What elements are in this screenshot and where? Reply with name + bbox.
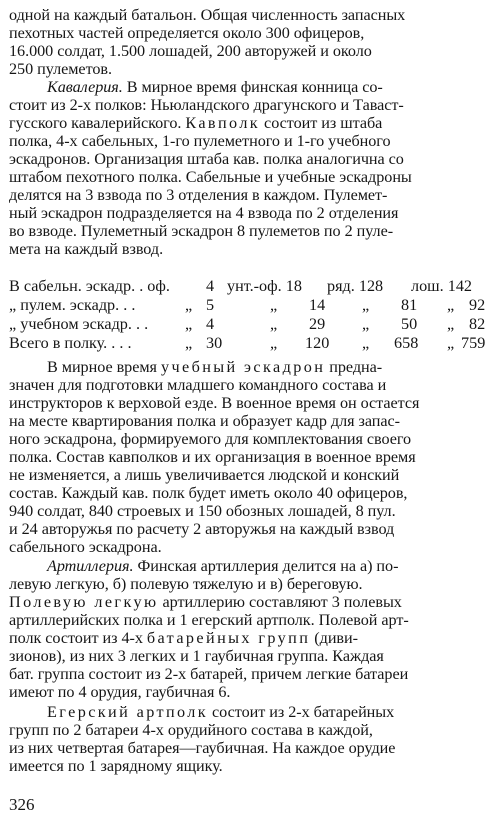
text-line: 250 пулеметов. (9, 60, 113, 78)
table-cell: 82 (469, 315, 486, 333)
text-line: бат. группа состоит из 2-х батарей, причем легкие батареи (9, 665, 409, 683)
table-cell: 30 (206, 334, 223, 352)
text-line: на месте квартирования полка и образует кадр для запас- (9, 412, 400, 430)
emphasis-spaced: батарейных групп (146, 629, 311, 647)
text-line: 940 солдат, 840 строевых и 150 обозных лошадей, 8 пул. (9, 502, 396, 520)
table-cell: „ (270, 334, 278, 352)
text-line: одной на каждый батальон. Общая численность запасных (9, 6, 406, 24)
text-line: и 24 авторужья по расчету 2 авторужья на каждый взвод (9, 520, 395, 538)
text-run: В мирное время финская конница со- (122, 78, 383, 96)
text-run: предна- (325, 358, 383, 376)
table-cell: „ (362, 315, 370, 333)
text-run: полк состоит из 4-х (9, 629, 147, 647)
table-cell: 658 (394, 334, 419, 352)
text-line: состав. Каждый кав. полк будет иметь около 40 офицеров, (9, 484, 408, 502)
text-line: стоит из 2-х полков: Ньюландского драгунского и Таваст- (9, 96, 404, 114)
text-line: делятся на 3 взвода по 3 отделения в каждом. Пулемет- (9, 186, 388, 204)
table-cell: „ (270, 296, 278, 314)
table-cell: 14 (309, 296, 326, 314)
table-cell: 50 (401, 315, 418, 333)
table-cell: 4 (206, 277, 215, 295)
text-line: значен для подготовки младшего командного состава и (9, 376, 387, 394)
emphasis-spaced: Полевую легкую (9, 593, 159, 611)
text-run: Финская артиллерия делится на а) по- (133, 557, 399, 575)
text-line: имеется по 1 зарядному ящику. (9, 757, 223, 775)
text-line: штабом пехотного полка. Сабельные и учебные эскадроны (9, 168, 412, 186)
table-cell: „ учебном эскадр. . . (9, 315, 149, 333)
text-line: полка. Состав кавполков и их организация в военное время (9, 448, 416, 466)
text-run: состоит из штаба (260, 114, 383, 132)
text-line: 16.000 солдат, 1.500 лошадей, 200 авторужей и около (9, 42, 372, 60)
table-cell: лош. 142 (411, 277, 473, 295)
text-line: мета на каждый взвод. (9, 240, 164, 258)
text-line: имеют по 4 орудия, гаубичная 6. (9, 683, 231, 701)
text-line: во взводе. Пулеметный эскадрон 8 пулеметов по 2 пуле- (9, 222, 394, 240)
text-line: левую легкую, б) полевую тяжелую и в) береговую. (9, 575, 363, 593)
text-line: зионов), из них 3 легких и 1 гаубичная группа. Каждая (9, 647, 384, 665)
emphasis-spaced: Егерский артполк (47, 703, 209, 721)
text-run: (диви- (310, 629, 358, 647)
table-cell: 5 (206, 296, 215, 314)
text-run: В мирное время (47, 358, 161, 376)
table-cell: 4 (206, 315, 215, 333)
text-run: гусского кавалерийского. (9, 114, 186, 132)
text-line: эскадронов. Организация штаба кав. полка аналогична со (9, 150, 404, 168)
artillery-heading-line (47, 557, 491, 575)
text-line (9, 114, 483, 132)
page-number: 326 (9, 795, 35, 814)
text-line: полка, 4-х сабельных, 1-го пулеметного и 1-го учебного (9, 132, 391, 150)
table-cell: Всего в полку. . . . (9, 334, 132, 352)
table-cell: 92 (469, 296, 486, 314)
text-line: инструкторов к верховой езде. В военное время он остается (9, 394, 420, 412)
table-cell: „ (447, 334, 455, 352)
table-cell: 120 (305, 334, 330, 352)
cavalry-heading-line (47, 78, 491, 96)
text-run: артиллерию составляют 3 полевых (158, 593, 402, 611)
text-line: не изменяется, а лишь увеличивается людской и конский (9, 466, 400, 484)
text-line (47, 703, 491, 721)
table-cell: 759 (461, 334, 486, 352)
text-line: ного эскадрона, формируемого для комплектования своего (9, 430, 412, 448)
table-cell: „ (447, 315, 455, 333)
text-line (47, 358, 491, 376)
table-cell: 81 (401, 296, 418, 314)
table-row (9, 296, 485, 314)
section-heading-cavalry: Кавалерия. (47, 78, 123, 96)
text-line: ный эскадрон подразделяется на 4 взвода по 2 отделения (9, 204, 399, 222)
emphasis-spaced: Кавполк (185, 114, 261, 132)
text-line: пехотных частей определяется около 300 офицеров, (9, 24, 365, 42)
table-cell: „ (185, 334, 193, 352)
text-line: групп по 2 батареи 4-х орудийного состава в каждой, (9, 721, 373, 739)
table-cell: „ пулем. эскадр. . . (9, 296, 136, 314)
table-cell: „ (447, 296, 455, 314)
text-line: сабельного эскадрона. (9, 538, 162, 556)
table-cell: „ (185, 315, 193, 333)
table-cell: ряд. 128 (327, 277, 384, 295)
section-heading-artillery: Артиллерия. (47, 557, 134, 575)
table-cell: В сабельн. эскадр. . оф. (9, 277, 170, 295)
text-line (9, 593, 483, 611)
emphasis-spaced: учебный эскадрон (160, 358, 326, 376)
table-cell: „ (270, 315, 278, 333)
text-line: из них четвертая батарея—гаубичная. На каждое орудие (9, 739, 396, 757)
table-cell: „ (362, 296, 370, 314)
text-line: артиллерийских полка и 1 егерский артполк. Полевой арт- (9, 611, 409, 629)
table-row (9, 334, 485, 352)
table-row (9, 315, 485, 333)
table-cell: унт.-оф. 18 (227, 277, 302, 295)
table-cell: „ (362, 334, 370, 352)
table-cell: 29 (309, 315, 326, 333)
table-row (9, 277, 485, 295)
text-run: состоит из 2-х батарейных (208, 703, 395, 721)
text-line (9, 629, 483, 647)
table-cell: „ (185, 296, 193, 314)
